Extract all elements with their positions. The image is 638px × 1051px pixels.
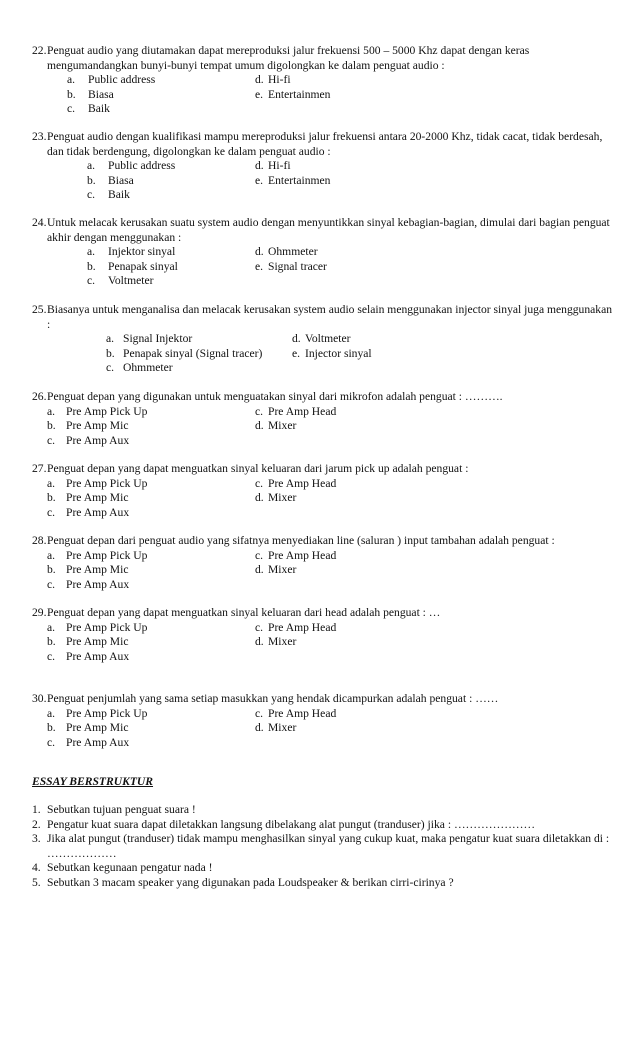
option-letter: d. (255, 159, 264, 173)
essay-item (32, 876, 614, 891)
answer-option (47, 405, 147, 420)
answer-option (47, 736, 129, 751)
option-letter: a. (47, 404, 56, 418)
option-text: Voltmeter (305, 332, 351, 346)
option-row (32, 650, 614, 665)
option-row (32, 102, 614, 117)
option-text: Signal tracer (268, 259, 327, 273)
option-text: Injector sinyal (305, 346, 372, 360)
option-row (32, 549, 614, 564)
option-row (32, 361, 614, 376)
option-text: Pre Amp Mic (66, 419, 129, 433)
option-letter: c. (87, 188, 96, 202)
option-text: Pre Amp Head (268, 404, 337, 418)
question-text: Untuk melacak kerusakan suatu system audio dengan menyuntikkan sinyal kebagian-bagian, dimulai dari bagian penguat akhir dengan menggunakan : (47, 216, 610, 244)
option-row (32, 245, 614, 260)
option-letter: d. (255, 419, 264, 433)
option-text: Hi-fi (268, 159, 291, 173)
question-stem (32, 462, 614, 477)
option-letter: a. (47, 548, 56, 562)
answer-option (47, 434, 129, 449)
option-letter: c. (47, 577, 56, 591)
question-text: Penguat audio yang diutamakan dapat mereproduksi jalur frekuensi 500 – 5000 Khz dapat dengan keras mengumandangkan bunyi-bunyi tempat umum digolongkan ke dalam penguat audio : (47, 44, 530, 72)
option-text: Pre Amp Head (268, 548, 337, 562)
essay-item-text: Pengatur kuat suara dapat diletakkan langsung dibelakang alat pungut (tranduser) jika : ………………… (47, 817, 536, 831)
essay-item-text: Sebutkan 3 macam speaker yang digunakan pada Loudspeaker & berikan cirri-cirinya ? (47, 875, 454, 889)
option-letter: c. (255, 706, 264, 720)
option-letter: a. (47, 620, 56, 634)
answer-option (47, 563, 128, 578)
option-letter: d. (255, 635, 264, 649)
option-letter: c. (47, 433, 56, 447)
answer-option (47, 635, 128, 650)
option-row (32, 347, 614, 362)
option-text: Mixer (268, 721, 297, 735)
option-letter: a. (47, 706, 56, 720)
option-text: Pre Amp Mic (66, 635, 129, 649)
option-text: Baik (88, 102, 110, 116)
option-text: Public address (88, 73, 156, 87)
option-letter: c. (255, 476, 264, 490)
option-row (32, 174, 614, 189)
answer-option (106, 347, 262, 362)
question-stem (32, 44, 614, 73)
option-text: Ohmmeter (268, 245, 318, 259)
option-letter: b. (67, 87, 76, 101)
question-30 (32, 692, 614, 750)
question-text: Penguat depan yang dapat menguatkan sinyal keluaran dari head adalah penguat : … (47, 606, 441, 619)
option-text: Biasa (88, 87, 114, 101)
answer-option (255, 159, 291, 174)
option-letter: b. (47, 721, 56, 735)
option-letter: c. (67, 102, 76, 116)
essay-item (32, 818, 614, 833)
option-text: Entertainmen (268, 87, 331, 101)
answer-option (255, 405, 336, 420)
answer-option (87, 159, 175, 174)
question-number: 29. (32, 606, 47, 619)
option-letter: d. (292, 332, 301, 346)
option-text: Penapak sinyal (Signal tracer) (123, 346, 263, 360)
answer-option (106, 332, 192, 347)
question-number: 22. (32, 44, 47, 57)
option-letter: b. (47, 419, 56, 433)
option-text: Pre Amp Mic (66, 491, 129, 505)
question-text: Penguat depan dari penguat audio yang sifatnya menyediakan line (saluran ) input tambahan adalah penguat : (47, 534, 555, 547)
question-24 (32, 216, 614, 289)
option-letter: c. (47, 735, 56, 749)
answer-option (87, 245, 175, 260)
option-text: Pre Amp Aux (66, 735, 130, 749)
option-letter: b. (106, 346, 115, 360)
option-row (32, 477, 614, 492)
essay-item-number: 2. (32, 817, 41, 831)
question-text: Penguat depan yang digunakan untuk menguatakan sinyal dari mikrofon adalah penguat : ………. (47, 390, 503, 403)
option-row (32, 434, 614, 449)
answer-option (47, 549, 147, 564)
option-text: Mixer (268, 419, 297, 433)
option-letter: c. (255, 404, 264, 418)
question-number: 26. (32, 390, 47, 403)
option-text: Penapak sinyal (108, 259, 178, 273)
option-row (32, 274, 614, 289)
option-text: Pre Amp Pick Up (66, 620, 148, 634)
question-stem (32, 130, 614, 159)
option-letter: e. (292, 346, 301, 360)
answer-option (67, 73, 155, 88)
option-letter: a. (87, 245, 96, 259)
answer-option (87, 174, 134, 189)
option-row (32, 707, 614, 722)
essay-item-text: Jika alat pungut (tranduser) tidak mampu menghasilkan sinyal yang cukup kuat, maka pengatur kuat suara diletakkan di : ……………… (47, 832, 610, 860)
essay-item-number: 5. (32, 875, 41, 889)
option-row (32, 73, 614, 88)
question-text: Biasanya untuk menganalisa dan melacak kerusakan system audio selain menggunakan injector sinyal juga menggunakan : (47, 303, 613, 331)
essay-section-title: ESSAY BERSTRUKTUR (32, 775, 154, 788)
question-text: Penguat audio dengan kualifikasi mampu mereproduksi jalur frekuensi antara 20-2000 Khz, tidak cacat, tidak berdesah, dan tidak berdengung, digolongkan ke dalam penguat audio : (47, 130, 603, 158)
answer-option (47, 419, 128, 434)
question-27 (32, 462, 614, 520)
option-text: Pre Amp Aux (66, 649, 130, 663)
essay-item-text: Sebutkan kegunaan pengatur nada ! (47, 861, 213, 875)
option-text: Mixer (268, 635, 297, 649)
answer-option (255, 73, 291, 88)
option-row (32, 419, 614, 434)
option-row (32, 635, 614, 650)
option-letter: c. (47, 649, 56, 663)
answer-option (47, 578, 129, 593)
option-text: Pre Amp Pick Up (66, 548, 148, 562)
question-stem (32, 216, 614, 245)
answer-option (87, 188, 130, 203)
answer-option (292, 332, 351, 347)
answer-option (255, 245, 318, 260)
answer-option (255, 477, 336, 492)
option-text: Pre Amp Aux (66, 433, 130, 447)
answer-option (47, 621, 147, 636)
essay-item-number: 4. (32, 861, 41, 875)
question-number: 28. (32, 534, 47, 547)
option-letter: c. (106, 361, 115, 375)
option-text: Pre Amp Pick Up (66, 476, 148, 490)
question-29 (32, 606, 614, 664)
option-letter: b. (47, 491, 56, 505)
option-letter: c. (87, 274, 96, 288)
option-text: Pre Amp Mic (66, 563, 129, 577)
option-text: Mixer (268, 563, 297, 577)
option-letter: b. (87, 173, 96, 187)
option-row (32, 563, 614, 578)
option-text: Ohmmeter (123, 361, 173, 375)
option-text: Pre Amp Aux (66, 577, 130, 591)
option-row (32, 405, 614, 420)
option-letter: d. (255, 563, 264, 577)
option-text: Entertainmen (268, 173, 331, 187)
answer-option (47, 650, 129, 665)
option-text: Voltmeter (108, 274, 154, 288)
answer-option (87, 260, 178, 275)
question-23 (32, 130, 614, 203)
question-number: 23. (32, 130, 47, 143)
answer-option (47, 477, 147, 492)
option-row (32, 506, 614, 521)
option-letter: a. (47, 476, 56, 490)
option-letter: a. (67, 73, 76, 87)
option-text: Pre Amp Head (268, 706, 337, 720)
option-letter: d. (255, 245, 264, 259)
option-row (32, 159, 614, 174)
question-26 (32, 390, 614, 448)
question-number: 24. (32, 216, 47, 229)
question-number: 30. (32, 692, 47, 705)
option-row (32, 260, 614, 275)
answer-option (67, 88, 114, 103)
option-text: Public address (108, 159, 176, 173)
answer-option (255, 549, 336, 564)
answer-option (47, 707, 147, 722)
answer-option (255, 260, 327, 275)
option-letter: c. (255, 548, 264, 562)
answer-option (292, 347, 372, 362)
option-row (32, 621, 614, 636)
option-letter: a. (106, 332, 115, 346)
option-letter: d. (255, 491, 264, 505)
answer-option (255, 707, 336, 722)
essay-item-number: 3. (32, 832, 41, 846)
option-row (32, 721, 614, 736)
option-text: Pre Amp Head (268, 620, 337, 634)
option-letter: e. (255, 259, 264, 273)
answer-option (255, 88, 330, 103)
answer-option (255, 491, 296, 506)
question-stem (32, 534, 614, 549)
option-letter: b. (47, 563, 56, 577)
question-25 (32, 303, 614, 376)
question-number: 27. (32, 462, 47, 475)
option-row (32, 578, 614, 593)
question-text: Penguat depan yang dapat menguatkan sinyal keluaran dari jarum pick up adalah penguat : (47, 462, 469, 475)
question-number: 25. (32, 303, 47, 316)
option-letter: c. (255, 620, 264, 634)
option-text: Pre Amp Aux (66, 505, 130, 519)
option-row (32, 736, 614, 751)
question-stem (32, 606, 614, 621)
option-letter: d. (255, 73, 264, 87)
essay-item-text: Sebutkan tujuan penguat suara ! (47, 803, 196, 816)
essay-item-number: 1. (32, 803, 41, 816)
answer-option (47, 491, 128, 506)
option-letter: a. (87, 159, 96, 173)
answer-option (255, 721, 296, 736)
question-stem (32, 390, 614, 405)
answer-option (255, 621, 336, 636)
essay-list (32, 803, 614, 891)
answer-option (255, 563, 296, 578)
essay-item (32, 832, 614, 861)
option-row (32, 491, 614, 506)
option-text: Signal Injektor (123, 332, 193, 346)
question-22 (32, 44, 614, 117)
answer-option (87, 274, 154, 289)
answer-option (47, 506, 129, 521)
option-letter: d. (255, 721, 264, 735)
option-text: Hi-fi (268, 73, 291, 87)
answer-option (67, 102, 110, 117)
answer-option (255, 174, 330, 189)
option-text: Pre Amp Pick Up (66, 706, 148, 720)
option-text: Pre Amp Pick Up (66, 404, 148, 418)
option-text: Injektor sinyal (108, 245, 176, 259)
question-stem (32, 303, 614, 332)
essay-item (32, 861, 614, 876)
option-row (32, 332, 614, 347)
answer-option (255, 419, 296, 434)
option-row (32, 88, 614, 103)
answer-option (47, 721, 128, 736)
answer-option (106, 361, 173, 376)
option-letter: b. (87, 259, 96, 273)
option-text: Baik (108, 188, 130, 202)
option-row (32, 188, 614, 203)
answer-option (255, 635, 296, 650)
question-stem (32, 692, 614, 707)
option-letter: e. (255, 87, 264, 101)
option-text: Biasa (108, 173, 134, 187)
option-text: Pre Amp Mic (66, 721, 129, 735)
question-text: Penguat penjumlah yang sama setiap masukkan yang hendak dicampurkan adalah penguat : …… (47, 692, 499, 705)
option-letter: e. (255, 173, 264, 187)
question-28 (32, 534, 614, 592)
option-text: Pre Amp Head (268, 476, 337, 490)
option-letter: c. (47, 505, 56, 519)
option-letter: b. (47, 635, 56, 649)
option-text: Mixer (268, 491, 297, 505)
essay-item (32, 803, 614, 818)
